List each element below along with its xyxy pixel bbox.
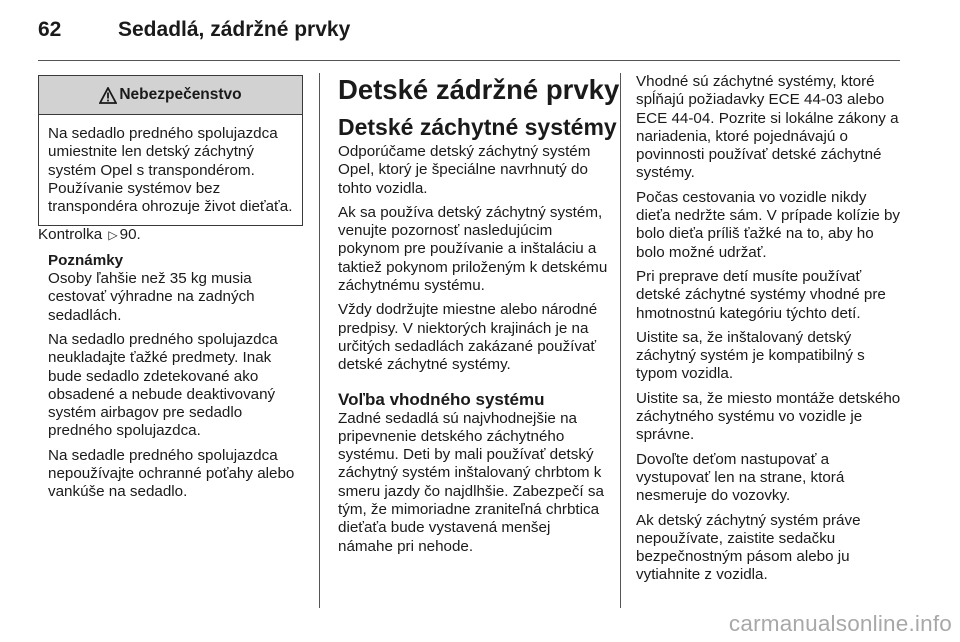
header-rule	[38, 60, 900, 61]
warning-box	[38, 75, 303, 226]
warning-text: Na sedadlo predného spolujazdca umiestnite len detský záchytný systém Opel s transpondérom. Používanie systémov bez transpondéra ohrozuje život dieťaťa.	[48, 125, 293, 216]
body-paragraph: Počas cestovania vo vozidle nikdy dieťa nedržte sám. V prípade kolízie by bolo dieťa príliš ťažké na to, aby ho bolo možné udržať.	[636, 188, 901, 261]
chapter-title: Sedadlá, zádržné prvky	[118, 18, 351, 41]
indicator-label: Kontrolka	[38, 226, 103, 244]
body-paragraph: Vhodné sú záchytné systémy, ktoré spĺňajú požiadavky ECE 44-03 alebo ECE 44-04. Pozrite si lokálne zákony a nariadenia, ktoré pojednávajú o povinnosti používať detské záchytné systémy.	[636, 73, 899, 182]
watermark-text: carmanualsonline.info	[728, 611, 952, 636]
warning-title: Nebezpečenstvo	[119, 85, 242, 103]
sub-heading: Detské záchytné systémy	[338, 114, 617, 140]
body-paragraph: Uistite sa, že inštalovaný detský záchytný systém je kompatibilný s typom vozidla.	[636, 328, 865, 383]
main-heading: Detské zádržné prvky	[338, 74, 620, 105]
column-left	[38, 73, 303, 508]
note-paragraph: Na sedadlo predného spolujazdca neukladajte ťažké predmety. Inak bude sedadlo zdetekované ako obsadené a nebude deaktivovaný systém airbagov pre sedadlo predného spolujazdca.	[48, 330, 278, 440]
note-paragraph: Osoby ľahšie než 35 kg musia cestovať výhradne na zadných sedadlách.	[48, 270, 255, 324]
column-divider	[319, 73, 320, 608]
body-paragraph: Odporúčame detský záchytný systém Opel, ktorý je špeciálne navrhnutý do tohto vozidla.	[338, 143, 591, 197]
indicator-reference	[38, 226, 303, 244]
page-number: 62	[38, 18, 62, 41]
column-middle	[338, 73, 620, 562]
body-paragraph: Vždy dodržujte miestne alebo národné predpisy. V niektorých krajinách je na určitých sedadlách zakázané používať detské záchytné systémy.	[338, 301, 598, 374]
body-paragraph: Dovoľte deťom nastupovať a vystupovať len na strane, ktorá nesmeruje do vozovky.	[636, 450, 845, 505]
body-paragraph: Zadné sedadlá sú najvhodnejšie na pripevnenie detského záchytného systému. Deti by mali používať detský záchytný systém inštalovaný chrbtom k smeru jazdy čo najdlhšie. Zabezpečí sa tým, že mimoriadne zraniteľná chrbtica dieťaťa bude vystavená menšej námahe pri nehode.	[338, 409, 604, 555]
body-paragraph: Uistite sa, že miesto montáže detského záchytného systému vo vozidle je správne.	[636, 389, 901, 444]
section-heading: Voľba vhodného systému	[338, 389, 545, 409]
body-paragraph: Ak sa používa detský záchytný systém, venujte pozornosť nasledujúcim pokynom pre používanie a inštaláciu a taktiež pokynom priloženým k detskému záchytnému systému.	[338, 203, 608, 295]
warning-header	[39, 76, 302, 115]
body-paragraph: Ak detský záchytný systém práve nepoužívate, zaistite sedačku bezpečnostným pásom alebo ju vytiahnite z vozidla.	[636, 511, 861, 584]
body-paragraph: Pri preprave detí musíte používať detské záchytné systémy vhodné pre hmotnostnú kategóriu týchto detí.	[636, 267, 886, 322]
warning-triangle-icon	[99, 87, 117, 104]
note-block	[38, 252, 303, 502]
page-reference-icon: ▷	[108, 228, 118, 243]
column-right	[636, 73, 904, 591]
column-divider	[620, 73, 621, 608]
note-paragraph: Na sedadle predného spolujazdca nepoužívajte ochranné poťahy alebo vankúše na sedadlo.	[48, 446, 295, 501]
indicator-page-ref[interactable]: 90.	[119, 226, 141, 244]
note-title: Poznámky	[48, 251, 124, 269]
